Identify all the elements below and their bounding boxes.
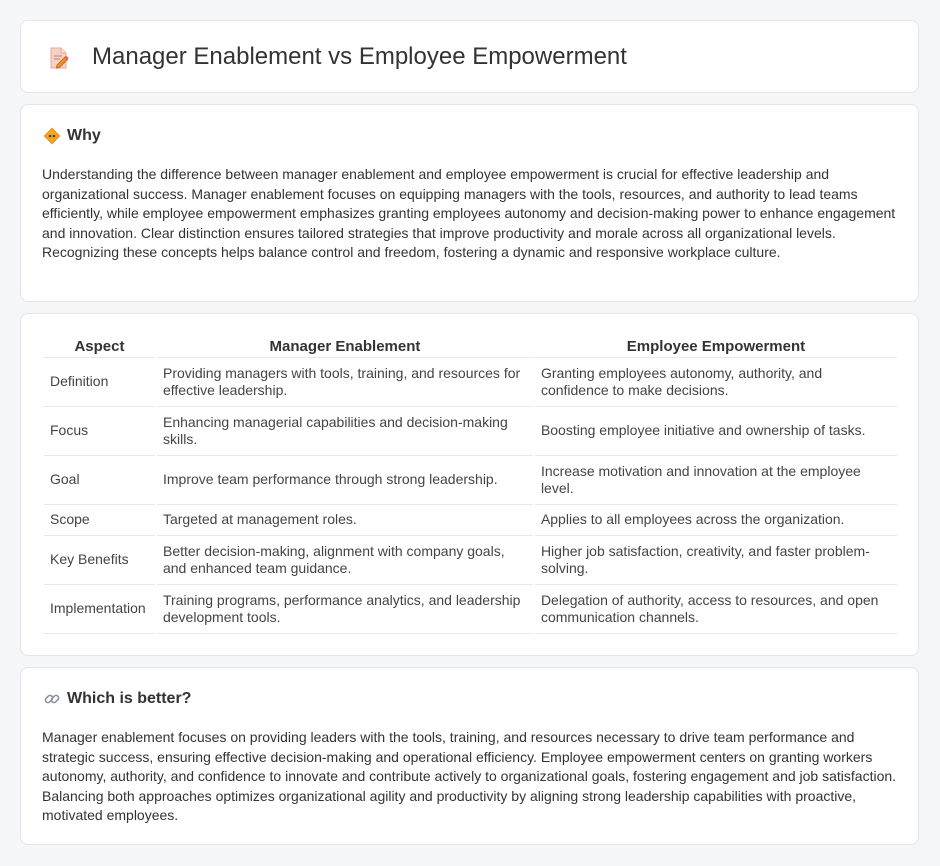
why-paragraph: Understanding the difference between manager enablement and employee empowerment is crucial for effective leadership and organizational success. Manager enablement focuses on equipping managers with the tools, resources, and authority to lead teams efficiently, while employee empowerment emphasizes granting employees autonomy and decision-making power to enhance engagement and innovation. Clear distinction ensures tailored strategies that improve productivity and morale across all organizational levels. Recognizing these concepts helps balance control and freedom, fostering a dynamic and responsive workplace culture.	[42, 166, 896, 260]
row-aspect: Focus	[44, 407, 155, 456]
page-title: Manager Enablement vs Employee Empowerment	[92, 43, 627, 70]
row-employee-value: Increase motivation and innovation at the employee level.	[535, 456, 897, 505]
row-manager-value: Training programs, performance analytics, and leadership development tools.	[157, 585, 533, 634]
header-aspect: Aspect	[44, 336, 155, 358]
comparison-table	[42, 336, 899, 634]
row-employee-value: Applies to all employees across the organization.	[535, 505, 897, 536]
comparison-section	[20, 313, 919, 656]
why-heading-row	[43, 127, 101, 145]
why-section	[20, 104, 919, 302]
better-paragraph: Manager enablement focuses on providing leaders with the tools, training, and resources necessary to drive team performance and strategic success, ensuring effective decision-making and operational efficiency. Employee empowerment centers on granting workers autonomy, authority, and confidence to innovate and contribute actively to organizational goals, fostering engagement and job satisfaction. Balancing both approaches optimizes organizational agility and productivity by aligning strong leadership capabilities with proactive, motivated employees.	[42, 729, 897, 823]
table-row	[44, 505, 897, 536]
header-manager-enablement: Manager Enablement	[157, 336, 533, 358]
row-aspect: Goal	[44, 456, 155, 505]
table-row	[44, 585, 897, 634]
row-manager-value: Better decision-making, alignment with company goals, and enhanced team guidance.	[157, 536, 533, 585]
header-employee-empowerment: Employee Empowerment	[535, 336, 897, 358]
table-row	[44, 536, 897, 585]
table-row	[44, 456, 897, 505]
row-employee-value: Higher job satisfaction, creativity, and faster problem-solving.	[535, 536, 897, 585]
row-aspect: Scope	[44, 505, 155, 536]
which-is-better-section	[20, 667, 919, 845]
better-heading-row	[43, 690, 191, 708]
row-manager-value: Targeted at management roles.	[157, 505, 533, 536]
better-title: Which is better?	[67, 690, 192, 707]
row-manager-value: Improve team performance through strong leadership.	[157, 456, 533, 505]
row-employee-value: Boosting employee initiative and ownership of tasks.	[535, 407, 897, 456]
link-icon	[43, 690, 61, 708]
table-row	[44, 407, 897, 456]
header-card	[20, 20, 919, 93]
table-row	[44, 358, 897, 407]
table-header-row	[44, 336, 897, 358]
row-manager-value: Providing managers with tools, training, and resources for effective leadership.	[157, 358, 533, 407]
row-employee-value: Granting employees autonomy, authority, and confidence to make decisions.	[535, 358, 897, 407]
row-employee-value: Delegation of authority, access to resources, and open communication channels.	[535, 585, 897, 634]
row-aspect: Key Benefits	[44, 536, 155, 585]
row-aspect: Implementation	[44, 585, 155, 634]
document-pencil-icon	[48, 46, 70, 70]
row-manager-value: Enhancing managerial capabilities and decision-making skills.	[157, 407, 533, 456]
why-title: Why	[67, 127, 101, 144]
diamond-sign-icon	[43, 127, 61, 145]
row-aspect: Definition	[44, 358, 155, 407]
